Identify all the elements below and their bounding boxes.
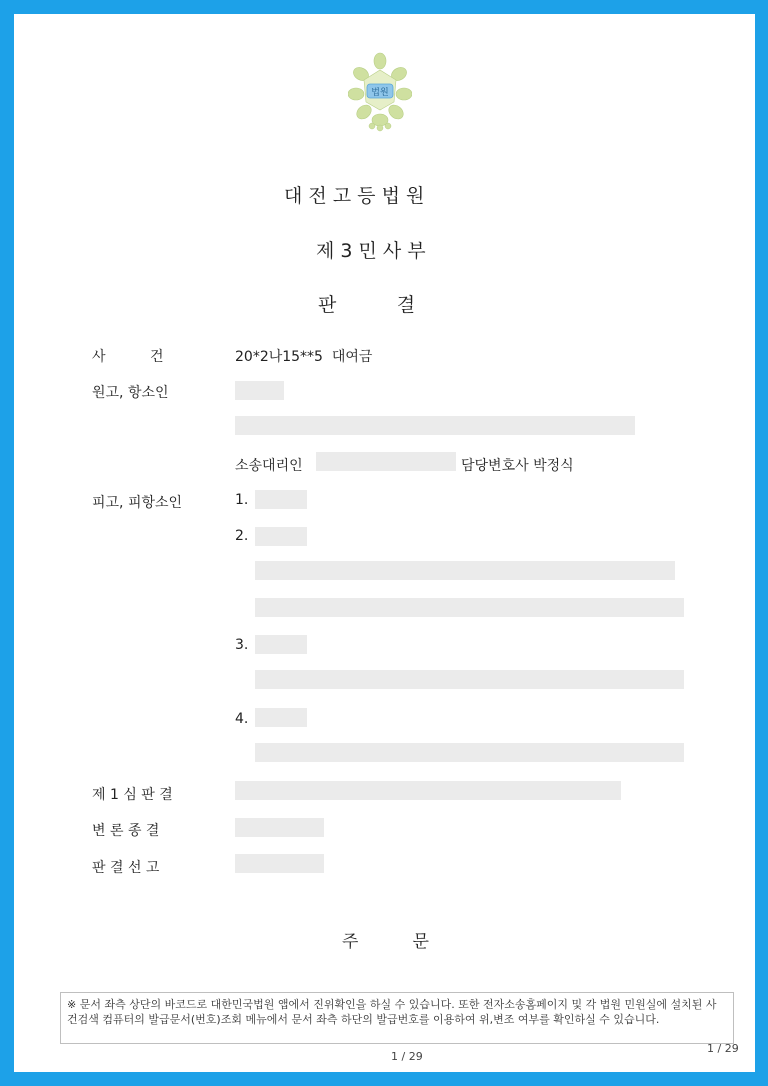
court-emblem-icon [348, 52, 412, 132]
plaintiff-label: 원고, 항소인 [92, 385, 169, 401]
redacted-plaintiff-address [235, 416, 635, 435]
redacted-defendant-3-address [255, 670, 684, 689]
defendant-number: 1. [235, 492, 249, 508]
redacted-judgment-date [235, 854, 324, 873]
redacted-defendant-4-address [255, 743, 684, 762]
redacted-defendant-2 [255, 527, 307, 546]
case-label: 사 건 [92, 349, 164, 365]
defendant-number: 2. [235, 528, 249, 544]
page-number-right: 1 / 29 [707, 1042, 739, 1055]
argument-end-label: 변 론 종 결 [92, 823, 160, 839]
redacted-defendant-2-address [255, 561, 675, 580]
redacted-law-firm [316, 452, 456, 471]
redacted-argument-end-date [235, 818, 324, 837]
judgment-date-label: 판 결 선 고 [92, 860, 160, 876]
redacted-defendant-3 [255, 635, 307, 654]
redacted-defendant-4 [255, 708, 307, 727]
redacted-plaintiff-name [235, 381, 284, 400]
document-type-title: 판 결 [318, 294, 416, 316]
page-number-center: 1 / 29 [391, 1050, 423, 1063]
redacted-defendant-1 [255, 490, 307, 509]
defendant-number: 4. [235, 711, 249, 727]
defendant-number: 3. [235, 637, 249, 653]
first-instance-label: 제 1 심 판 결 [92, 787, 173, 803]
redacted-first-instance [235, 781, 621, 800]
redacted-defendant-2-detail [255, 598, 684, 617]
agent-label: 소송대리인 [235, 458, 303, 474]
agent-lawyer: 담당변호사 박정식 [461, 458, 574, 474]
defendant-label: 피고, 피항소인 [92, 495, 183, 511]
order-section-title: 주 문 [342, 932, 429, 952]
case-value: 20*2나15**5 대여금 [235, 349, 373, 365]
division-name: 제 3 민 사 부 [316, 240, 426, 262]
authenticity-notice: ※ 문서 좌측 상단의 바코드로 대한민국법원 앱에서 진위확인을 하실 수 있습니다. 또한 전자소송홈페이지 및 각 법원 민원실에 설치된 사건검색 컴퓨터의 발급문서(번호)조회 메뉴에서 문서 좌측 하단의 발급번호를 이용하여 위,변조 여부를 확인하실 수 있습니다. [60, 992, 734, 1044]
emblem-text: 법원 [371, 88, 389, 98]
court-name: 대 전 고 등 법 원 [284, 185, 425, 207]
document-page [14, 14, 755, 1072]
